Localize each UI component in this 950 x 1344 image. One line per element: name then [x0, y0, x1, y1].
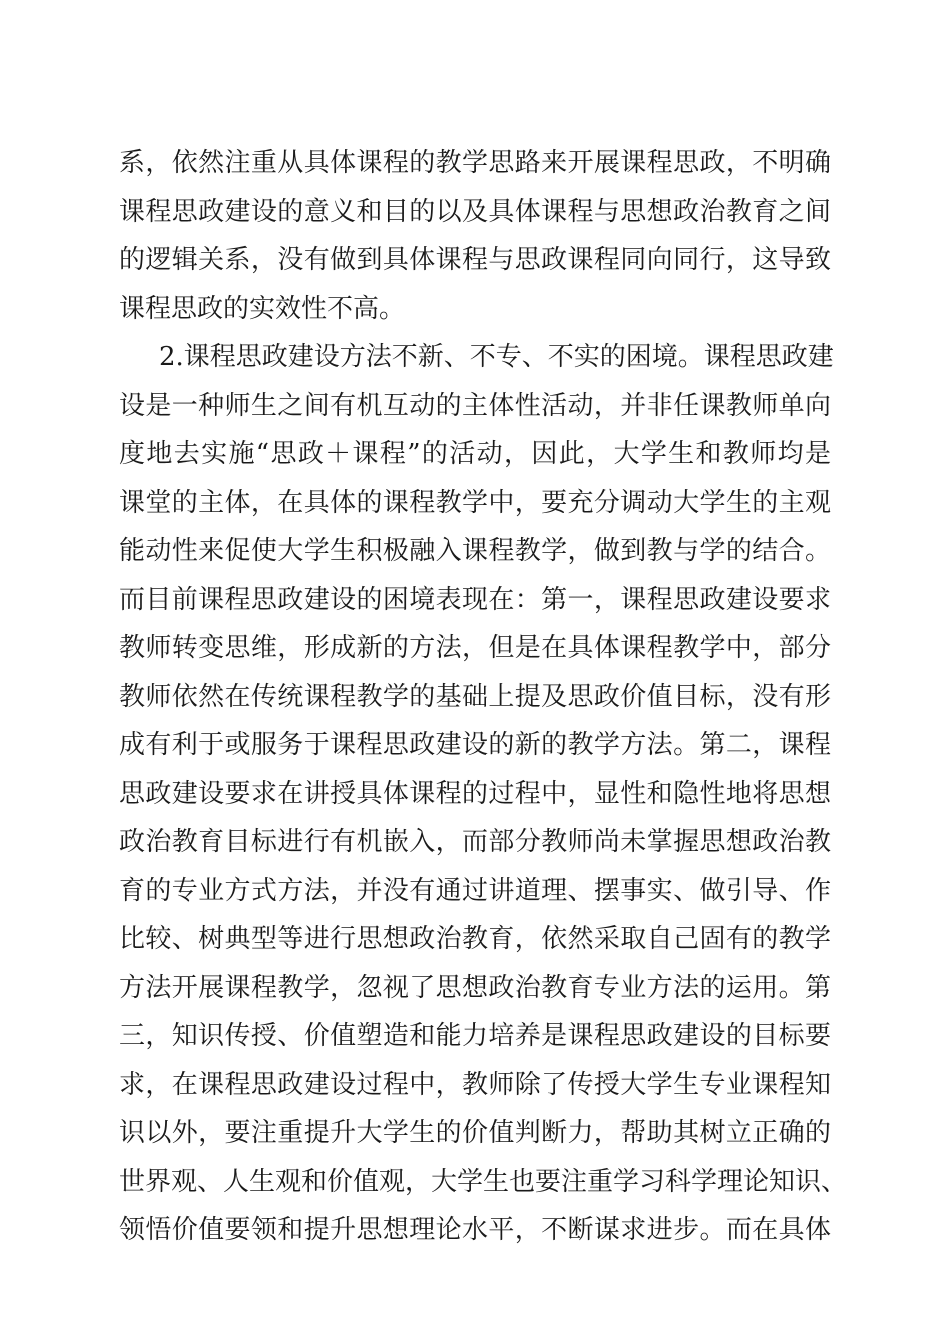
text-line: 求，在课程思政建设过程中，教师除了传授大学生专业课程知 — [119, 1069, 831, 1100]
text-line: 课程思政建设的意义和目的以及具体课程与思想政治教育之间 — [119, 196, 831, 227]
text-line: 而目前课程思政建设的困境表现在：第一，课程思政建设要求 — [119, 584, 831, 615]
text-line: 方法开展课程教学，忽视了思想政治教育专业方法的运用。第 — [119, 972, 831, 1003]
paragraph-1 — [119, 139, 831, 333]
text-line: 思政建设要求在讲授具体课程的过程中，显性和隐性地将思想 — [119, 778, 831, 809]
text-line: 设是一种师生之间有机互动的主体性活动，并非任课教师单向 — [119, 390, 831, 421]
text-line: 的逻辑关系，没有做到具体课程与思政课程同向同行，这导致 — [119, 245, 831, 275]
text-line: 能动性来促使大学生积极融入课程教学，做到教与学的结合。 — [119, 536, 831, 566]
text-line: 2.课程思政建设方法不新、不专、不实的困境。课程思政建 — [159, 342, 834, 372]
text-line: 政治教育目标进行有机嵌入，而部分教师尚未掌握思想政治教 — [119, 827, 831, 857]
text-line: 系，依然注重从具体课程的教学思路来开展课程思政，不明确 — [119, 148, 831, 178]
body-text — [119, 139, 848, 1255]
text-line: 教师依然在传统课程教学的基础上提及思政价值目标，没有形 — [119, 681, 831, 712]
text-line: 成有利于或服务于课程思政建设的新的教学方法。第二，课程 — [119, 730, 831, 760]
text-line: 领悟价值要领和提升思想理论水平，不断谋求进步。而在具体 — [119, 1215, 831, 1245]
text-line: 比较、树典型等进行思想政治教育，依然采取自己固有的教学 — [119, 924, 831, 954]
paragraph-2 — [119, 333, 848, 1255]
text-line: 度地去实施“思政＋课程”的活动，因此，大学生和教师均是 — [119, 439, 831, 469]
text-line: 世界观、人生观和价值观，大学生也要注重学习科学理论知识、 — [119, 1166, 848, 1197]
text-line: 育的专业方式方法，并没有通过讲道理、摆事实、做引导、作 — [119, 875, 831, 906]
text-line: 课程思政的实效性不高。 — [119, 293, 406, 324]
text-line: 课堂的主体，在具体的课程教学中，要充分调动大学生的主观 — [119, 487, 831, 518]
text-line: 三，知识传授、价值塑造和能力培养是课程思政建设的目标要 — [119, 1021, 831, 1051]
text-line: 教师转变思维，形成新的方法，但是在具体课程教学中，部分 — [119, 633, 831, 663]
text-line: 识以外，要注重提升大学生的价值判断力，帮助其树立正确的 — [119, 1118, 831, 1148]
